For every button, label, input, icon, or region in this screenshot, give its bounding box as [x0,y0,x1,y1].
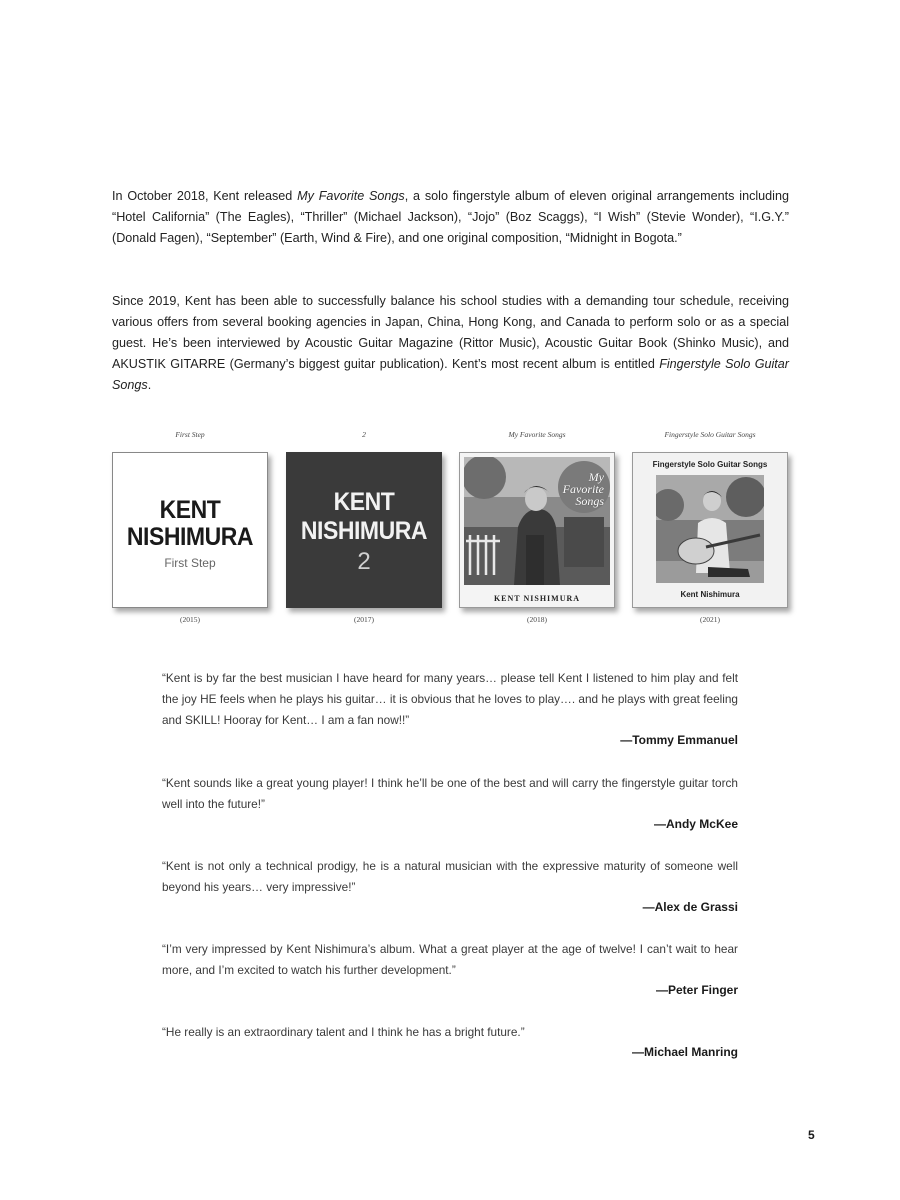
cover-artist-name: Kent Nishimura [680,590,740,599]
testimonial-text: “Kent is by far the best musician I have heard for many years… please tell Kent I listened to him play and felt the joy HE feels when he plays his guitar… it is obvious that he loves to play…. and he plays with great feeling and SKILL! Hooray for Kent… I am a fan now!!” [162,671,738,727]
testimonial [162,668,738,747]
cover-subtitle: 2 [357,548,371,575]
testimonial-text: “I’m very impressed by Kent Nishimura’s album. What a great player at the age of twelve! I can’t wait to hear more, and I’m excited to watch his further development.” [162,942,738,977]
album-my-favorite-songs [457,428,617,624]
bio-paragraph-2 [112,291,789,396]
text-run: Since 2019, Kent has been able to successfully balance his school studies with a demanding tour schedule, receiving various offers from several booking agencies in Japan, China, Hong Kong, and Canada to perform solo or as a special guest. He’s been interviewed by Acoustic Guitar Magazine (Rittor Music), Acoustic Guitar Book (Shinko Music), and AKUSTIK GITARRE (Germany’s biggest guitar publication). Kent’s most recent album is entitled [112,294,789,371]
cover-artist-name: KENT NISHIMURA [493,594,581,603]
bio-paragraph-2-text [112,291,789,396]
album-cover-2 [286,452,442,608]
album-caption: 2 [362,430,366,439]
album-2 [284,428,444,624]
album-cover-fingerstyle-solo-guitar-songs [632,452,788,608]
album-year: (2015) [180,615,200,624]
cover-title-line: My [588,470,604,484]
cover-title-line: Favorite [562,482,604,496]
album-gallery [110,428,790,634]
cover-photo-boy-with-guitar [656,475,764,583]
album-title-italic: My Favorite Songs [297,189,405,203]
page-number: 5 [808,1128,815,1142]
testimonial-author: —Michael Manring [631,1045,738,1059]
album-caption: First Step [175,430,205,439]
cover-subtitle: First Step [164,556,216,570]
bio-paragraph-1 [112,186,789,249]
text-run: In October 2018, Kent released [112,189,298,203]
album-caption: My Favorite Songs [508,430,566,439]
testimonial-author: —Andy McKee [653,817,738,831]
album-cover-my-favorite-songs [459,452,615,608]
testimonial-text: “He really is an extraordinary talent and I think he has a bright future.” [162,1025,525,1039]
testimonial-author: —Peter Finger [655,983,738,997]
cover-title-script [563,471,604,507]
cover-line-nishimura: NISHIMURA [300,517,428,545]
testimonial [162,1022,738,1059]
cover-line-kent: KENT [159,496,221,524]
album-caption: Fingerstyle Solo Guitar Songs [664,430,756,439]
cover-line-nishimura: NISHIMURA [126,523,254,551]
testimonial-text: “Kent sounds like a great young player! I think he’ll be one of the best and will carry the fingerstyle guitar torch well into the future!” [162,776,738,811]
testimonial-author: —Tommy Emmanuel [620,733,738,747]
testimonial [162,939,738,997]
testimonial-author: —Alex de Grassi [642,900,738,914]
testimonial [162,856,738,914]
testimonial-text: “Kent is not only a technical prodigy, he is a natural musician with the expressive maturity of someone well beyond his years… very impressive!” [162,859,738,894]
text-run: , a solo fingerstyle album of eleven original arrangements including “Hotel California” (The Eagles), “Thriller” (Michael Jackson), “Jojo” (Boz Scaggs), “I Wish” (Stevie Wonder), “I.G.Y.” (Donald Fagen), “September” (Earth, Wind & Fire), and one original composition, “Midnight in Bogota.” [112,189,789,245]
cover-artist-name [292,488,436,546]
text-run: . [147,378,152,392]
cover-title-line: Songs [575,494,604,508]
cover-title: Fingerstyle Solo Guitar Songs [652,460,768,469]
album-year: (2018) [527,615,547,624]
album-year: (2021) [700,615,720,624]
cover-artist-name [119,497,261,551]
testimonial [162,773,738,831]
album-first-step [110,428,270,624]
album-fingerstyle-solo-guitar-songs [630,428,790,624]
bio-paragraph-1-text [112,186,789,249]
cover-line-kent: KENT [333,488,395,516]
album-title-italic: Fingerstyle Solo Guitar Songs [112,357,789,392]
album-year: (2017) [354,615,374,624]
album-cover-first-step [112,452,268,608]
